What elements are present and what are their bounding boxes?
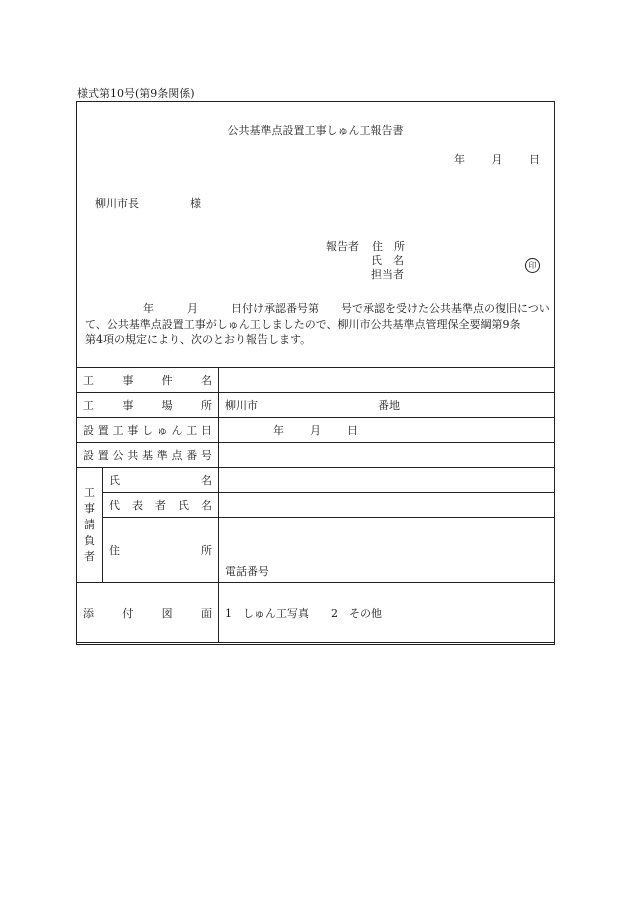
attachment-item-1: 1 しゅん工写真: [225, 606, 309, 620]
report-table: [76, 367, 555, 643]
date-month: 月: [491, 153, 503, 166]
addressee: [95, 195, 201, 211]
completion-date-value[interactable]: [219, 418, 555, 443]
row-work-name: [77, 368, 555, 393]
point-number-value[interactable]: [219, 443, 555, 468]
contractor-address-value[interactable]: [219, 518, 555, 583]
attachment-item-2: 2 その他: [331, 606, 382, 620]
body-line-3: 第4項の規定により、次のとおり報告します。: [85, 333, 312, 346]
row-contractor-name: [77, 468, 555, 493]
row-contractor-address: [77, 518, 555, 583]
reporter-label: 報告者: [326, 240, 359, 253]
attachments-label: 添 付 図 面: [83, 606, 212, 620]
work-place-label: 工 事 場 所: [83, 399, 212, 412]
form-code: 様式第10号(第9条関係): [77, 87, 195, 100]
date-day: 日: [529, 153, 540, 166]
contractor-name-value[interactable]: [219, 468, 555, 493]
body-line-1: 年 月 日付け承認番号第 号で承認を受けた公共基準点の復旧につい: [143, 302, 550, 315]
contractor-group-label: 工 事 請 負 者: [77, 468, 103, 583]
point-number-label: 設 置 公 共 基 準 点 番 号: [83, 449, 212, 462]
report-form: [76, 101, 555, 645]
row-attachments: [77, 583, 555, 643]
completion-date-label: 設 置 工 事 し ゅ ん 工 日: [83, 424, 212, 437]
row-contractor-rep: [77, 493, 555, 518]
date-year: 年: [454, 153, 465, 166]
reporter-block: [326, 240, 405, 282]
work-place-city: 柳川市: [225, 399, 258, 412]
completion-year: 年: [273, 424, 284, 437]
seal-icon: 印: [525, 258, 540, 273]
row-work-place: [77, 393, 555, 418]
contractor-rep-value[interactable]: [219, 493, 555, 518]
row-completion-date: [77, 418, 555, 443]
body-text: [85, 301, 551, 348]
contractor-address-label: 住 所: [109, 544, 212, 557]
completion-day: 日: [347, 424, 358, 437]
work-place-lot: 番地: [378, 399, 400, 412]
work-name-label: 工 事 件 名: [83, 374, 212, 387]
addressee-honorific: 様: [190, 197, 201, 210]
row-point-number: [77, 443, 555, 468]
addressee-name: 柳川市長: [95, 197, 139, 210]
work-name-value[interactable]: [219, 368, 555, 393]
contractor-rep-label: 代 表 者 氏 名: [109, 499, 212, 512]
date-line: [427, 151, 540, 167]
reporter-address-label: 住 所: [372, 240, 405, 253]
contractor-phone-label: 電話番号: [225, 565, 269, 578]
document-title: 公共基準点設置工事しゅん工報告書: [227, 124, 404, 137]
contractor-name-label: 氏 名: [109, 474, 212, 487]
reporter-name-label: 氏 名: [371, 254, 404, 267]
work-place-value[interactable]: [219, 393, 555, 418]
attachments-value[interactable]: [219, 583, 555, 643]
reporter-person-label: 担当者: [371, 268, 404, 281]
body-line-2: て、公共基準点設置工事がしゅん工しましたので、柳川市公共基準点管理保全要綱第9条: [85, 317, 521, 331]
completion-month: 月: [310, 424, 321, 437]
